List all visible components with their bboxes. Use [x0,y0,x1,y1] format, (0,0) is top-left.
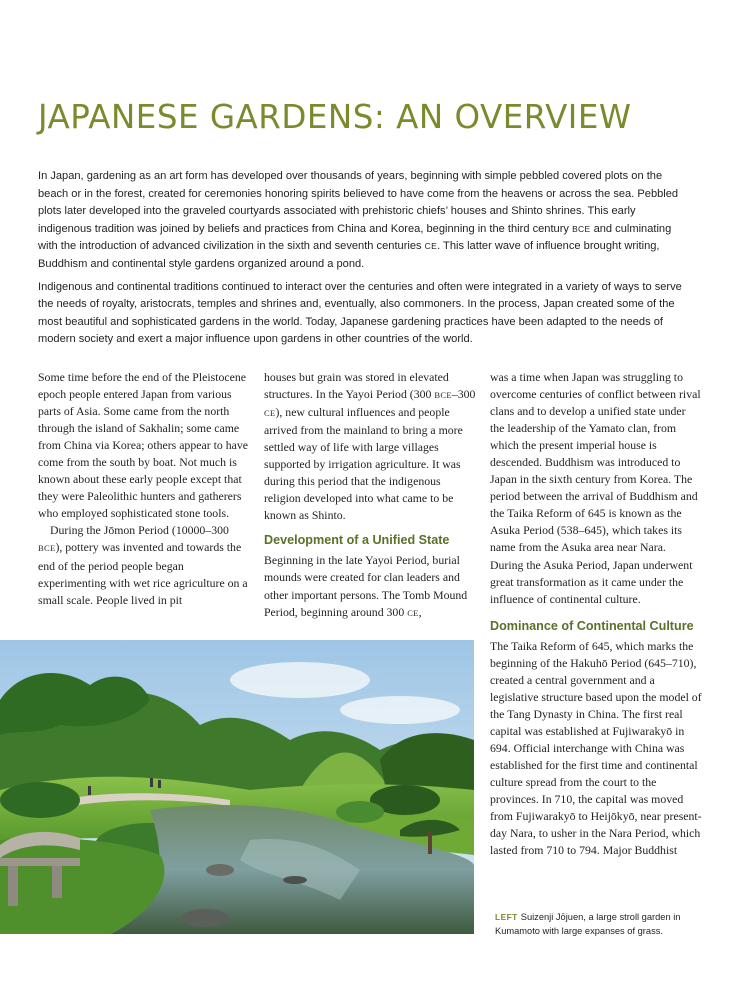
section-heading-continental-culture: Dominance of Continental Culture [490,618,694,633]
section-heading-unified-state: Development of a Unified State [264,533,450,548]
intro-section [38,168,690,354]
col2-paragraph-1 [264,369,476,524]
column-3 [490,369,702,859]
cloud [230,662,370,698]
col2-paragraph-2 [264,552,476,621]
body-text: –300 [451,387,476,402]
column-2 [264,369,476,622]
rock [181,909,229,927]
garden-photo [0,640,474,934]
body-text: During the Jōmon Period (10000–300 [50,523,229,538]
body-text: Beginning in the late Yayoi Period, burial mounds were created for clan leaders and other important persons. The Tomb Mound Period, beginning around 300 [264,553,468,619]
caption-label: LEFT [495,912,518,922]
shrub [0,782,80,818]
rock [283,876,307,884]
col1-paragraph-2 [38,522,248,608]
era-label: CE [424,241,438,252]
intro-paragraph-1 [38,168,690,274]
cloud [340,696,460,724]
intro-text: . This latter wave of influence brought writing, Buddhism and continental style gardens organized around a pond. [38,240,660,270]
col3-paragraph-2: The Taika Reform of 645, which marks the beginning of the Hakuhō Period (645–710), created a central government and a legislative structure based upon the model of the Tang Dynasty in China. The first real capital was established at Fujiwarakyō in 694. Official interchange with China was established for the first time and continental culture spread from the court to the provinces. In 710, the capital was moved from Fujiwarakyō to Heijōkyō, near present-day Nara, to usher in the Nara Period, which lasted from 710 to 794. Major Buddhist [490,638,702,858]
intro-text: In Japan, gardening as an art form has developed over thousands of years, beginning with simple pebbled covered plots on the beach or in the forest, created for ceremonies honoring spirits believed to have come from the heavens or across the sea. Pebbled plots later developed into the graveled courtyards associated with prehistoric chiefs’ houses and Shinto shrines. This early indigenous tradition was joined by beliefs and practices from China and Korea, beginning in the third century [38,170,679,235]
col1-paragraph-1: Some time before the end of the Pleistocene epoch people entered Japan from various parts of Asia. Some came from the north through the island of Sakhalin; some came from China via Korea; others appear to have come from the south by boat. Not much is known about these early people except that they were Paleolithic hunters and gatherers who employed sophisticated stone tools. [38,370,248,521]
era-label: CE [407,607,419,618]
intro-paragraph-2: Indigenous and continental traditions continued to interact over the centuries and often were integrated in a variety of ways to serve the needs of royalty, aristocrats, temples and shrines and, eventually, also commoners. In the process, Japan created some of the most beautiful and sophisticated gardens in the world. Today, Japanese gardening practices have been adapted to the needs of modern society and exert a major influence upon gardens in other countries of the world. [38,280,682,346]
photo-caption [495,910,725,938]
body-text: ), pottery was invented and towards the end of the period people began experimenting with wet rice agriculture on a small scale. People lived in pit [38,540,248,607]
rock [206,864,234,876]
body-text: , [418,604,422,619]
body-text: houses but grain was stored in elevated structures. In the Yayoi Period (300 [264,370,449,402]
era-label: CE [264,408,276,419]
era-label: BCE [572,223,591,234]
shrub [336,801,384,823]
column-1 [38,369,248,609]
col3-paragraph-1: was a time when Japan was struggling to overcome centuries of conflict between rival clans and to develop a unified state under the leadership of the Yamato clan, from which the present imperial house is descended. Buddhism was introduced to Japan in the sixth century from Korea. The period between the arrival of Buddhism and the Taika Reform of 645 is known as the Asuka Period (538–645), which takes its name from the Asuka area near Nara. During the Asuka Period, Japan underwent great transformation as it came under the influence of continental culture. [490,370,701,606]
pine-trunk [428,832,432,854]
caption-text: Suizenji Jōjuen, a large stroll garden in Kumamoto with large expanses of grass. [495,912,681,936]
era-label: BCE [434,390,452,401]
page-title: JAPANESE GARDENS: AN OVERVIEW [38,98,632,136]
body-text: ), new cultural influences and people arrived from the mainland to bring a more settled way of life with large villages supported by irrigation agriculture. It was during this period that the indigenous religion developed into what came to be known as Shinto. [264,405,463,523]
intro-text: and culminating with the introduction of advanced civilization in the sixth and seventh centuries [38,222,672,253]
era-label: BCE [38,543,56,554]
